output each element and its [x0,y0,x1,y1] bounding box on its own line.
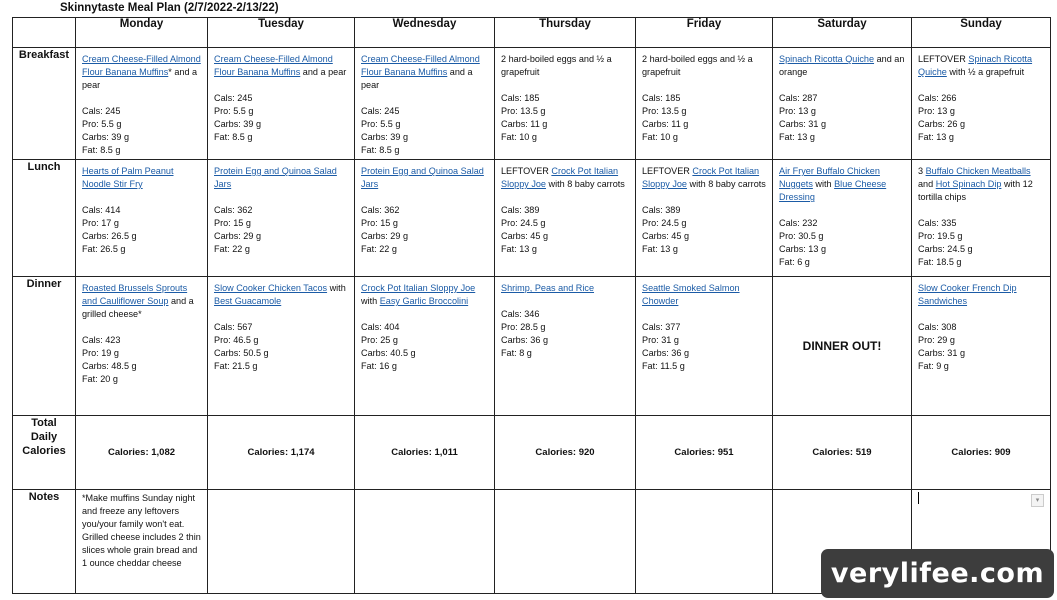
nutrition-line: Pro: 5.5 g [214,106,254,116]
breakfast-cell [912,48,1051,160]
meal-text: with [812,179,835,189]
nutrition-line: Cals: 404 [361,322,400,332]
nutrition-line: Cals: 389 [501,205,540,215]
meal-description [779,165,906,204]
nutrition-line: Carbs: 45 g [501,231,549,241]
meal-text: with [361,296,380,306]
meal-text: with 12 tortilla chips [918,179,1033,202]
nutrition-line: Cals: 185 [642,93,681,103]
nutrition-line: Cals: 185 [501,93,540,103]
dinner-cell [76,277,208,416]
nutrition-line: Fat: 21.5 g [214,361,258,371]
nutrition-line: Fat: 10 g [501,132,537,142]
row-label-total [13,416,76,490]
spacer [501,79,630,92]
nutrition-line: Cals: 389 [642,205,681,215]
dinner-cell: DINNER OUT! [773,277,912,416]
meal-content [912,48,1050,146]
meal-text: and [918,179,936,189]
daily-total-cell: Calories: 951 [636,416,773,490]
meal-text: and a grilled cheese* [82,296,194,319]
nutrition-line: Cals: 232 [779,218,818,228]
nutrition-line: Carbs: 26 g [918,119,966,129]
spacer [501,295,630,308]
day-header: Friday [636,18,773,48]
meal-content [208,160,354,258]
watermark: verylifee.com [821,549,1054,598]
nutrition-line: Carbs: 36 g [642,348,690,358]
nutrition-line: Carbs: 48.5 g [82,361,137,371]
recipe-link[interactable]: Buffalo Chicken Meatballs [925,166,1031,176]
nutrition-line: Pro: 5.5 g [361,119,401,129]
spacer [918,79,1045,92]
meal-description [501,53,630,79]
dinner-cell [495,277,636,416]
spacer [779,204,906,217]
nutrition-line: Cals: 423 [82,335,121,345]
recipe-link[interactable]: Easy Garlic Broccolini [379,296,469,306]
nutrition-line: Pro: 19 g [82,348,119,358]
nutrition-line: Pro: 13 g [779,106,816,116]
meal-text: with ½ a grapefruit [946,67,1025,77]
spacer [214,308,349,321]
recipe-link[interactable]: Cream Cheese-Filled Almond Flour Banana Muffins [214,54,333,77]
nutrition-line: Carbs: 39 g [214,119,262,129]
nutrition-line: Carbs: 24.5 g [918,244,973,254]
meal-text: * and a pear [82,67,198,90]
spacer [82,321,202,334]
nutrition-line: Fat: 13 g [642,244,678,254]
meal-text: 3 [918,166,926,176]
breakfast-row [13,48,1051,160]
recipe-link[interactable]: Slow Cooker French Dip Sandwiches [918,283,1017,306]
notes-content [76,490,207,570]
recipe-link[interactable]: Protein Egg and Quinoa Salad Jars [214,166,337,189]
meal-description [82,165,202,191]
nutrition-line: Pro: 15 g [361,218,398,228]
nutrition-line: Fat: 20 g [82,374,118,384]
meal-content [773,48,911,146]
meal-content [636,160,772,258]
header-row [13,18,1051,48]
meal-content [208,48,354,146]
meal-content [495,48,635,146]
recipe-link[interactable]: Cream Cheese-Filled Almond Flour Banana Muffins [361,54,480,77]
meal-content [912,160,1050,271]
recipe-link[interactable]: Spinach Ricotta Quiche [779,54,875,64]
meal-content [355,277,494,375]
nutrition-line: Carbs: 26.5 g [82,231,137,241]
row-label-dinner: Dinner [13,277,76,416]
nutrition-line: Fat: 16 g [361,361,397,371]
day-header: Wednesday [355,18,495,48]
meal-text: with 8 baby carrots [546,179,625,189]
day-header: Monday [76,18,208,48]
total-label-line: Calories [22,445,66,457]
lunch-cell [355,160,495,277]
spacer [361,308,489,321]
nutrition-line: Fat: 22 g [361,244,397,254]
spacer [501,191,630,204]
meal-description [82,53,202,92]
meal-description [642,53,767,79]
daily-total-cell: Calories: 1,082 [76,416,208,490]
daily-total-cell: Calories: 1,011 [355,416,495,490]
nutrition-line: Cals: 245 [82,106,121,116]
nutrition-line: Fat: 11.5 g [642,361,685,371]
nutrition-line: Pro: 5.5 g [82,119,122,129]
day-header: Tuesday [208,18,355,48]
nutrition-line: Pro: 31 g [642,335,679,345]
recipe-link[interactable]: Best Guacamole [214,296,282,306]
spacer [779,79,906,92]
spacer [361,191,489,204]
lunch-cell [76,160,208,277]
nutrition-line: Carbs: 31 g [779,119,827,129]
nutrition-line: Carbs: 29 g [361,231,409,241]
nutrition-line: Fat: 8 g [501,348,532,358]
day-header: Saturday [773,18,912,48]
dinner-row [13,277,1051,416]
nutrition-line: Pro: 46.5 g [214,335,259,345]
nutrition-line: Fat: 8.5 g [361,145,400,155]
lunch-cell [495,160,636,277]
meal-content [208,277,354,375]
meal-description [214,282,349,308]
meal-description [779,53,906,79]
meal-description [214,53,349,79]
breakfast-cell [355,48,495,160]
recipe-link[interactable]: Hearts of Palm Peanut Noodle Stir Fry [82,166,174,189]
meal-plan-table [12,17,1051,594]
notes-cell[interactable] [208,490,355,594]
day-header: Thursday [495,18,636,48]
row-label-breakfast: Breakfast [13,48,76,160]
total-label-line: Daily [30,431,58,443]
dinner-cell [208,277,355,416]
recipe-link[interactable]: Roasted Brussels Sprouts and Cauliflower Soup [82,283,188,306]
dropdown-arrow-icon[interactable]: ▾ [1031,494,1044,507]
spacer [82,92,202,105]
recipe-link[interactable]: Seattle Smoked Salmon Chowder [642,283,740,306]
total-row [13,416,1051,490]
meal-description [642,282,767,308]
notes-cell[interactable] [355,490,495,594]
recipe-link[interactable]: Shrimp, Peas and Rice [501,283,595,293]
nutrition-line: Pro: 30.5 g [779,231,824,241]
recipe-link[interactable]: Blue Cheese Dressing [779,179,887,202]
meal-text: LEFTOVER [642,166,693,176]
recipe-link[interactable]: Crock Pot Italian Sloppy Joe [642,166,760,189]
meal-text: LEFTOVER [918,54,969,64]
recipe-link[interactable]: Crock Pot Italian Sloppy Joe [501,166,619,189]
nutrition-line: Pro: 13.5 g [642,106,687,116]
lunch-cell [773,160,912,277]
notes-cell[interactable] [495,490,636,594]
nutrition-line: Carbs: 29 g [214,231,262,241]
meal-description [642,165,767,191]
meal-description [361,165,489,191]
meal-content [355,160,494,258]
spacer [918,308,1045,321]
breakfast-cell [495,48,636,160]
day-header: Sunday [912,18,1051,48]
daily-total-cell: Calories: 519 [773,416,912,490]
meal-content [355,48,494,159]
meal-description [501,165,630,191]
page-title: Skinnytaste Meal Plan (2/7/2022-2/13/22) [60,2,279,14]
note-line: *Make muffins Sunday night and freeze any leftovers you/your family won't eat. [82,493,196,529]
recipe-link[interactable]: Air Fryer Buffalo Chicken Nuggets [779,166,880,189]
nutrition-line: Carbs: 13 g [779,244,827,254]
spacer [918,204,1045,217]
breakfast-cell [773,48,912,160]
spacer [642,79,767,92]
meal-description [214,165,349,191]
nutrition-line: Carbs: 50.5 g [214,348,269,358]
corner-cell [13,18,76,48]
daily-total-cell: Calories: 1,174 [208,416,355,490]
meal-content [76,277,207,388]
nutrition-line: Carbs: 39 g [82,132,130,142]
nutrition-line: Carbs: 40.5 g [361,348,416,358]
breakfast-cell [636,48,773,160]
nutrition-line: Pro: 19.5 g [918,231,963,241]
breakfast-cell [208,48,355,160]
breakfast-cell [76,48,208,160]
nutrition-line: Fat: 8.5 g [214,132,253,142]
nutrition-line: Pro: 24.5 g [501,218,546,228]
spacer [214,191,349,204]
meal-content [76,48,207,159]
recipe-link[interactable]: Spinach Ricotta Quiche [918,54,1033,77]
nutrition-line: Pro: 24.5 g [642,218,687,228]
row-label-notes: Notes [13,490,76,594]
total-label-line: Total [31,417,57,429]
meal-text: and a pear [300,67,347,77]
meal-description [918,282,1045,308]
recipe-link[interactable]: Crock Pot Italian Sloppy Joe [361,283,476,293]
dinner-cell [355,277,495,416]
meal-text: and a pear [361,67,473,90]
notes-cell[interactable] [76,490,208,594]
meal-text: LEFTOVER [501,166,552,176]
nutrition-line: Fat: 26.5 g [82,244,126,254]
recipe-link[interactable]: Cream Cheese-Filled Almond Flour Banana Muffins [82,54,201,77]
meal-content [773,160,911,271]
text-cursor [918,492,919,504]
nutrition-line: Pro: 17 g [82,218,119,228]
nutrition-line: Cals: 377 [642,322,681,332]
nutrition-line: Cals: 567 [214,322,253,332]
daily-total-cell: Calories: 920 [495,416,636,490]
lunch-row [13,160,1051,277]
nutrition-line: Pro: 13 g [918,106,955,116]
nutrition-line: Pro: 25 g [361,335,398,345]
spacer [214,79,349,92]
meal-content [76,160,207,258]
meal-description [501,282,630,295]
nutrition-line: Fat: 9 g [918,361,949,371]
meal-description [918,165,1045,204]
nutrition-line: Fat: 13 g [501,244,537,254]
meal-text: with 8 baby carrots [687,179,766,189]
nutrition-line: Carbs: 36 g [501,335,549,345]
meal-content [636,277,772,375]
nutrition-line: Carbs: 31 g [918,348,966,358]
meal-content [495,160,635,258]
nutrition-line: Cals: 245 [214,93,253,103]
dinner-cell [636,277,773,416]
recipe-link[interactable]: Protein Egg and Quinoa Salad Jars [361,166,484,189]
nutrition-line: Cals: 308 [918,322,957,332]
dinner-cell [912,277,1051,416]
nutrition-line: Pro: 29 g [918,335,955,345]
spacer [642,191,767,204]
meal-content [912,277,1050,375]
nutrition-line: Cals: 362 [361,205,400,215]
nutrition-line: Carbs: 11 g [501,119,548,129]
spacer [82,191,202,204]
nutrition-line: Fat: 22 g [214,244,250,254]
meal-text: 2 hard-boiled eggs and ½ a grapefruit [501,54,612,77]
nutrition-line: Cals: 245 [361,106,400,116]
nutrition-line: Fat: 13 g [779,132,815,142]
note-line: Grilled cheese includes 2 thin slices whole grain bread and 1 ounce cheddar cheese [82,532,201,568]
nutrition-line: Fat: 10 g [642,132,678,142]
nutrition-line: Fat: 18.5 g [918,257,962,267]
meal-description [918,53,1045,79]
recipe-link[interactable]: Slow Cooker Chicken Tacos [214,283,328,293]
spacer [642,308,767,321]
lunch-cell [636,160,773,277]
nutrition-line: Cals: 362 [214,205,253,215]
meal-text: and an orange [779,54,905,77]
nutrition-line: Cals: 346 [501,309,540,319]
notes-cell[interactable] [636,490,773,594]
nutrition-line: Carbs: 11 g [642,119,689,129]
nutrition-line: Cals: 414 [82,205,121,215]
nutrition-line: Cals: 266 [918,93,957,103]
row-label-lunch: Lunch [13,160,76,277]
nutrition-line: Carbs: 45 g [642,231,690,241]
meal-description [361,282,489,308]
meal-description [361,53,489,92]
nutrition-line: Pro: 28.5 g [501,322,546,332]
meal-content [636,48,772,146]
lunch-cell [912,160,1051,277]
recipe-link[interactable]: Hot Spinach Dip [935,179,1002,189]
lunch-cell [208,160,355,277]
nutrition-line: Pro: 15 g [214,218,251,228]
meal-description [82,282,202,321]
nutrition-line: Cals: 287 [779,93,818,103]
nutrition-line: Fat: 13 g [918,132,954,142]
meal-content [495,277,635,362]
daily-total-cell: Calories: 909 [912,416,1051,490]
spacer [361,92,489,105]
nutrition-line: Carbs: 39 g [361,132,409,142]
nutrition-line: Fat: 6 g [779,257,810,267]
meal-text: with [327,283,346,293]
nutrition-line: Fat: 8.5 g [82,145,121,155]
nutrition-line: Cals: 335 [918,218,957,228]
nutrition-line: Pro: 13.5 g [501,106,546,116]
meal-text: 2 hard-boiled eggs and ½ a grapefruit [642,54,753,77]
